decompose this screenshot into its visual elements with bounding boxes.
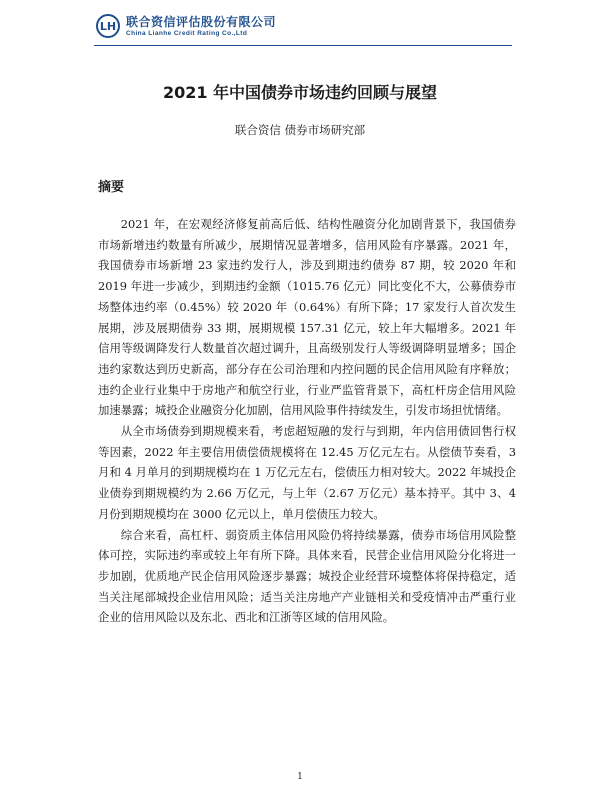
abstract-paragraph-1: 2021 年，在宏观经济修复前高后低、结构性融资分化加剧背景下，我国债券市场新增违约数量有所减少，展期情况显著增多，信用风险有序暴露。2021 年，我国债券市场新增 23 家违约发行人，涉及到期违约债券 87 期，较 2020 年和 2019 年进一步减少，到期违约金额（1015.76 亿元）同比变化不大，公募债券市场整体违约率（0.45%）较 2020 年（0.64%）有所下降；17 家发行人首次发生展期，涉及展期债券 33 期，展期规模 157.31 亿元，较上年大幅增多。2021 年信用等级调降发行人数量首次超过调升，且高级别发行人等级调降明显增多；国企违约家数达到历史新高，部分存在公司治理和内控问题的民企信用风险有序释放；违约企业行业集中于房地产和航空行业，行业严监管背景下，高杠杆房企信用风险加速暴露；城投企业融资分化加剧，信用风险事件持续发生，引发市场担忧情绪。 [98,217,516,418]
company-name-block [126,15,276,38]
company-name-en: China Lianhe Credit Rating Co.,Ltd [126,29,248,37]
company-header [96,14,276,38]
header-divider [94,45,512,46]
abstract-body [98,214,516,628]
company-logo-icon: LH [96,14,120,38]
abstract-paragraph-2: 从全市场债券到期规模来看，考虑超短融的发行与到期，年内信用债回售行权等因素，2022 年主要信用债偿债规模将在 12.45 万亿元左右。从偿债节奏看，3 月和 4 月单月的到期规模均在 1 万亿元左右，偿债压力相对较大。2022 年城投企业债券到期规模约为 2.66 万亿元，与上年（2.67 万亿元）基本持平。其中 3、4 月份到期规模均在 3000 亿元以上，单月偿债压力较大。 [98,424,516,521]
company-name-cn: 联合资信评估股份有限公司 [126,14,277,29]
page-number: 1 [297,772,303,782]
document-title: 2021 年中国债券市场违约回顾与展望 [162,83,438,102]
abstract-heading: 摘要 [98,180,125,195]
abstract-paragraph-3: 综合来看，高杠杆、弱资质主体信用风险仍将持续暴露，债券市场信用风险整体可控，实际违约率或较上年有所下降。具体来看，民营企业信用风险分化将进一步加剧，优质地产民企信用风险逐步暴露；城投企业经营环境整体将保持稳定，适当关注尾部城投企业信用风险；适当关注房地产产业链相关和受疫情冲击严重行业企业的信用风险以及东北、西北和江浙等区域的信用风险。 [98,527,516,625]
document-author: 联合资信 债券市场研究部 [234,123,366,137]
